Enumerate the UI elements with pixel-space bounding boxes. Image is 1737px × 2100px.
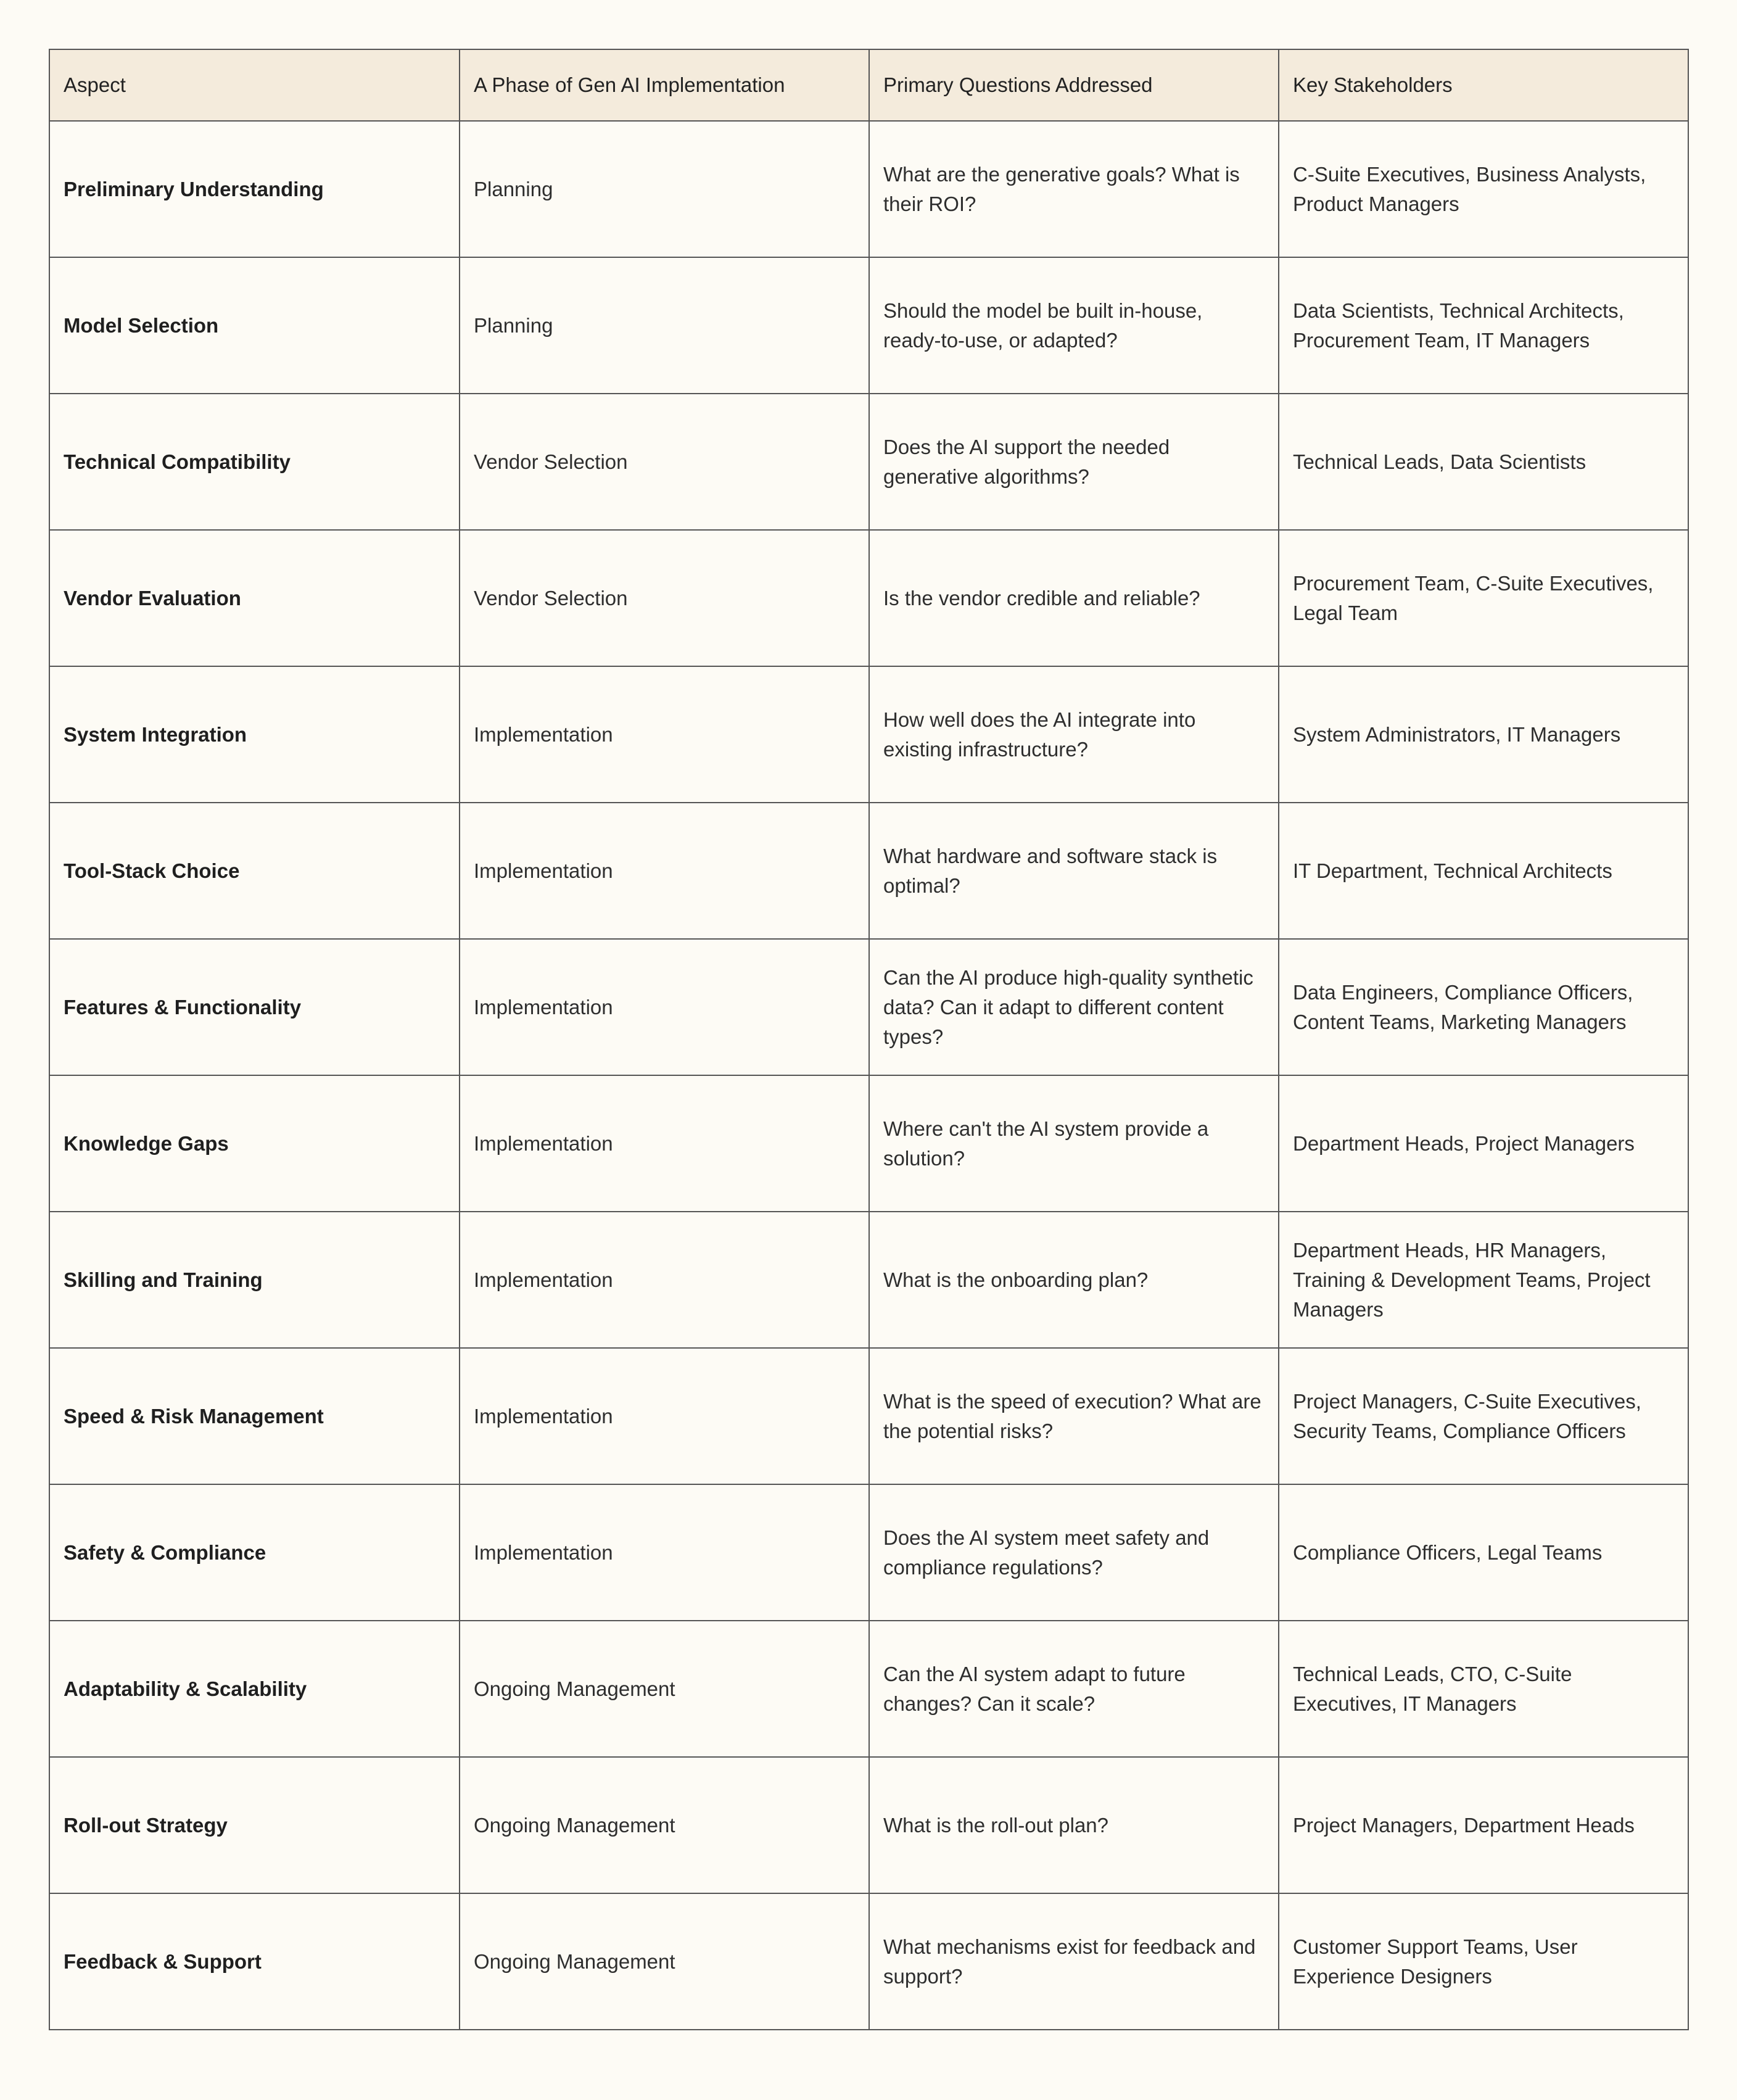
phase-cell: Planning <box>460 121 869 257</box>
stakeholders-cell: Technical Leads, CTO, C-Suite Executives, IT Managers <box>1279 1621 1688 1757</box>
phase-cell: Vendor Selection <box>460 530 869 666</box>
stakeholders-cell: Department Heads, Project Managers <box>1279 1075 1688 1212</box>
aspect-cell: Knowledge Gaps <box>49 1075 460 1212</box>
column-header-questions: Primary Questions Addressed <box>869 49 1279 121</box>
gen-ai-implementation-table-container <box>49 49 1688 2030</box>
phase-cell: Planning <box>460 257 869 394</box>
aspect-cell: System Integration <box>49 666 460 803</box>
stakeholders-cell: C-Suite Executives, Business Analysts, Product Managers <box>1279 121 1688 257</box>
phase-cell: Ongoing Management <box>460 1621 869 1757</box>
table-row <box>49 530 1688 666</box>
table-row <box>49 803 1688 939</box>
questions-cell: Does the AI system meet safety and compliance regulations? <box>869 1484 1279 1621</box>
aspect-cell: Adaptability & Scalability <box>49 1621 460 1757</box>
questions-cell: Does the AI support the needed generative algorithms? <box>869 394 1279 530</box>
stakeholders-cell: Customer Support Teams, User Experience Designers <box>1279 1893 1688 2030</box>
phase-cell: Implementation <box>460 666 869 803</box>
phase-cell: Implementation <box>460 1484 869 1621</box>
table-row <box>49 1484 1688 1621</box>
table-header <box>49 49 1688 121</box>
aspect-cell: Roll-out Strategy <box>49 1757 460 1893</box>
header-row <box>49 49 1688 121</box>
questions-cell: How well does the AI integrate into existing infrastructure? <box>869 666 1279 803</box>
phase-cell: Implementation <box>460 939 869 1075</box>
aspect-cell: Features & Functionality <box>49 939 460 1075</box>
column-header-stakeholders: Key Stakeholders <box>1279 49 1688 121</box>
stakeholders-cell: Project Managers, C-Suite Executives, Security Teams, Compliance Officers <box>1279 1348 1688 1484</box>
phase-cell: Ongoing Management <box>460 1893 869 2030</box>
questions-cell: What is the roll-out plan? <box>869 1757 1279 1893</box>
aspect-cell: Feedback & Support <box>49 1893 460 2030</box>
stakeholders-cell: IT Department, Technical Architects <box>1279 803 1688 939</box>
stakeholders-cell: Project Managers, Department Heads <box>1279 1757 1688 1893</box>
phase-cell: Implementation <box>460 1348 869 1484</box>
table-row <box>49 1621 1688 1757</box>
aspect-cell: Speed & Risk Management <box>49 1348 460 1484</box>
column-header-aspect: Aspect <box>49 49 460 121</box>
stakeholders-cell: Compliance Officers, Legal Teams <box>1279 1484 1688 1621</box>
table-row <box>49 666 1688 803</box>
stakeholders-cell: Data Scientists, Technical Architects, Procurement Team, IT Managers <box>1279 257 1688 394</box>
table-row <box>49 1893 1688 2030</box>
questions-cell: What hardware and software stack is optimal? <box>869 803 1279 939</box>
aspect-cell: Skilling and Training <box>49 1212 460 1348</box>
questions-cell: What is the onboarding plan? <box>869 1212 1279 1348</box>
table-row <box>49 1075 1688 1212</box>
table-row <box>49 1212 1688 1348</box>
table-body <box>49 121 1688 2030</box>
questions-cell: Can the AI system adapt to future changes? Can it scale? <box>869 1621 1279 1757</box>
phase-cell: Ongoing Management <box>460 1757 869 1893</box>
column-header-phase: A Phase of Gen AI Implementation <box>460 49 869 121</box>
questions-cell: What mechanisms exist for feedback and support? <box>869 1893 1279 2030</box>
phase-cell: Vendor Selection <box>460 394 869 530</box>
phase-cell: Implementation <box>460 1212 869 1348</box>
questions-cell: What is the speed of execution? What are the potential risks? <box>869 1348 1279 1484</box>
stakeholders-cell: Procurement Team, C-Suite Executives, Legal Team <box>1279 530 1688 666</box>
table-row <box>49 1348 1688 1484</box>
stakeholders-cell: Department Heads, HR Managers, Training & Development Teams, Project Managers <box>1279 1212 1688 1348</box>
questions-cell: What are the generative goals? What is their ROI? <box>869 121 1279 257</box>
aspect-cell: Tool-Stack Choice <box>49 803 460 939</box>
table-row <box>49 257 1688 394</box>
table-row <box>49 121 1688 257</box>
table-row <box>49 1757 1688 1893</box>
table-row <box>49 939 1688 1075</box>
aspect-cell: Technical Compatibility <box>49 394 460 530</box>
questions-cell: Where can't the AI system provide a solution? <box>869 1075 1279 1212</box>
aspect-cell: Vendor Evaluation <box>49 530 460 666</box>
gen-ai-implementation-table <box>49 49 1689 2030</box>
aspect-cell: Safety & Compliance <box>49 1484 460 1621</box>
stakeholders-cell: Technical Leads, Data Scientists <box>1279 394 1688 530</box>
aspect-cell: Model Selection <box>49 257 460 394</box>
table-row <box>49 394 1688 530</box>
aspect-cell: Preliminary Understanding <box>49 121 460 257</box>
questions-cell: Should the model be built in-house, ready-to-use, or adapted? <box>869 257 1279 394</box>
stakeholders-cell: System Administrators, IT Managers <box>1279 666 1688 803</box>
questions-cell: Is the vendor credible and reliable? <box>869 530 1279 666</box>
phase-cell: Implementation <box>460 1075 869 1212</box>
phase-cell: Implementation <box>460 803 869 939</box>
questions-cell: Can the AI produce high-quality synthetic data? Can it adapt to different content types? <box>869 939 1279 1075</box>
stakeholders-cell: Data Engineers, Compliance Officers, Content Teams, Marketing Managers <box>1279 939 1688 1075</box>
